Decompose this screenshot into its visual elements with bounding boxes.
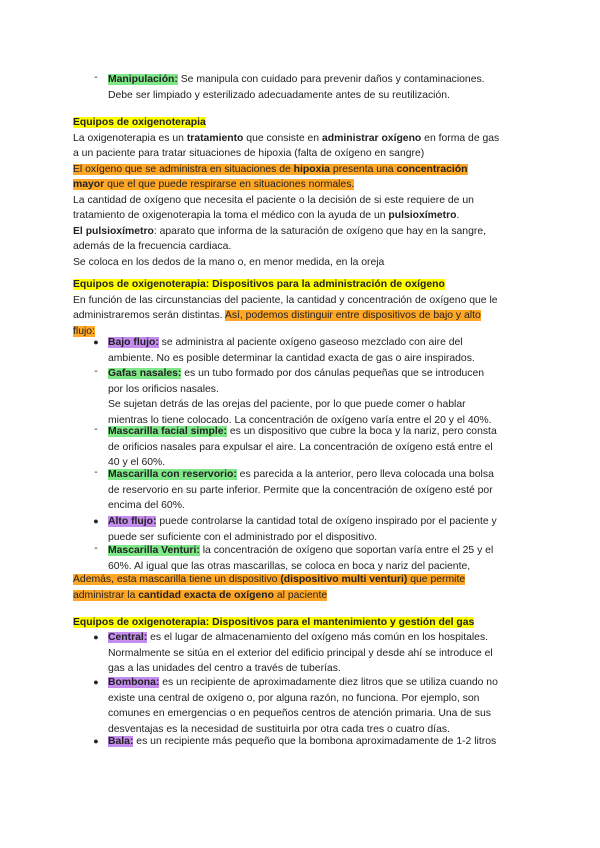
text: mientras lo tiene colocado. La concentración de oxígeno varía entre el 20 y el 40%. [108,414,492,426]
section-heading: Equipos de oxigenoterapia: Dispositivos para el mantenimiento y gestión del gas [73,617,475,628]
text: es un recipiente de aproximadamente diez litros que se utiliza cuando no [159,677,498,688]
text: administraremos serán distintas. [73,310,225,321]
text: al paciente [273,589,328,601]
text: desventajas es la necesidad de sustituirla por otra cada tres o cuatro días. [108,723,450,735]
text: administrar oxígeno [321,132,422,144]
dash-marker: - [94,424,98,435]
text: se administra al paciente oxígeno gaseoso mezclado con aire del [158,337,463,348]
text: pulsioxímetro [388,210,457,221]
term-mascarilla-reservorio: Mascarilla con reservorio: [108,469,237,480]
text: En función de las circunstancias del paciente, la cantidad y concentración de oxígeno que le [73,294,498,306]
term-gafas-nasales: Gafas nasales: [108,368,182,379]
text: ambiente. No es posible determinar la cantidad exacta de gas o aire inspirados. [108,352,475,364]
text: que permite [407,574,466,585]
list-item-mascarilla-reservorio [108,467,528,514]
text: en forma de gas [421,132,500,144]
dash-marker: - [94,543,98,554]
text: la concentración de oxígeno que soportan varía entre el 25 y el [199,545,494,556]
text: La oxigenoterapia es un [73,132,187,144]
text: Se coloca en los dedos de la mano o, en menor medida, en la oreja [73,256,385,268]
list-item-mascarilla-venturi [108,543,528,574]
text: que el que puede respirarse en situaciones normales. [104,179,355,190]
section-heading: Equipos de oxigenoterapia: Dispositivos para la administración de oxígeno [73,279,445,290]
text: mayor [73,179,105,190]
list-item-alto-flujo [108,514,528,545]
term-central: Central: [108,632,148,643]
text: es un recipiente más pequeño que la bombona aproximadamente de 1-2 litros [133,736,497,747]
text: existe una central de oxígeno o, por alguna razón, no funciona. Por ejemplo, son [108,692,480,704]
section-dispositivos-administracion [73,277,533,339]
list-item-gafas-nasales [108,366,528,428]
dash-marker: - [94,467,98,478]
bullet-marker: ● [93,632,99,642]
bullet-marker: ● [93,337,99,347]
text: presenta una [330,163,397,175]
text: Se sujetan detrás de las orejas del paciente, por lo que puede comer o hablar [108,399,466,410]
list-item-bala [108,734,528,750]
text: 40 y el 60%. [108,457,166,468]
term-bajo-flujo: Bajo flujo: [108,337,159,348]
text: concentración [396,163,468,175]
term-mascarilla-venturi: Mascarilla Venturi: [108,545,200,556]
bullet-marker: ● [93,736,99,746]
text: Además, esta mascarilla tiene un dispositivo [73,574,281,585]
section-mantenimiento-gas [73,615,533,631]
text: : aparato que informa de la saturación de oxígeno que hay en la sangre, [153,225,486,237]
text: administrar la [73,589,139,601]
text: cantidad exacta de oxígeno [138,589,274,601]
venturi-note [73,572,533,603]
text: es un tubo formado por dos cánulas pequeñas que se introducen [181,368,485,379]
text: La cantidad de oxígeno que necesita el paciente o la decisión de si este requiere de un [73,194,474,206]
text: Normalmente se sitúa en el exterior del edificio principal y desde ahí se introduce el [108,647,493,659]
text: Se manipula con cuidado para prevenir daños y contaminaciones. [177,74,485,85]
text: tratamiento de oxigenoterapia la toma el médico con la ayuda de un [73,210,389,221]
text: flujo: [73,325,95,337]
text: 60%. Al igual que las otras mascarillas, se coloca en boca y nariz del paciente, [108,560,471,572]
text: (dispositivo multi venturi) [280,574,408,585]
text: El oxígeno que se administra en situaciones de [73,163,294,175]
text: hipoxia [293,163,331,175]
section-oxigenoterapia [73,115,533,270]
dash-marker: - [94,72,98,83]
term-bombona: Bombona: [108,677,160,688]
text: es un dispositivo que cubre la boca y la nariz, pero consta [226,426,497,437]
text: a un paciente para tratar situaciones de hipoxia (falta de oxígeno en sangre) [73,148,425,159]
bullet-marker: ● [93,677,99,687]
term-alto-flujo: Alto flujo: [108,516,157,527]
text: de orificios nasales para expulsar el aire. La concentración de oxígeno está entre el [108,441,493,453]
term-mascarilla-simple: Mascarilla facial simple: [108,426,227,437]
text: por los orificios nasales. [108,383,219,395]
list-item-bombona [108,675,528,737]
text: puede ser suficiente con el administrado por el dispositivo. [108,531,378,543]
text: Debe ser limpiado y esterilizado adecuadamente antes de su reutilización. [108,89,450,101]
list-item-bajo-flujo [108,335,528,366]
text: encima del 60%. [108,500,185,511]
term-manipulacion: Manipulación: [108,74,178,85]
text: además de la frecuencia cardiaca. [73,241,232,252]
text: Así, podemos distinguir entre dispositivos de bajo y alto [224,310,481,321]
text: de reservorio en su parte inferior. Permite que la concentración de oxígeno esté por [108,484,493,496]
text: puede controlarse la cantidad total de oxígeno inspirado por el paciente y [156,516,497,527]
text: que consiste en [243,132,322,144]
text: es el lugar de almacenamiento del oxígeno más común en los hospitales. [147,632,489,643]
list-item-central [108,630,528,677]
list-item-manipulacion [108,72,528,103]
text: El pulsioxímetro [73,225,154,237]
bullet-marker: ● [93,516,99,526]
list-item-mascarilla-simple [108,424,528,471]
text: . [456,210,460,221]
text: comunes en emergencias o en pequeños centros de atención primaria. Una de sus [108,708,491,719]
dash-marker: - [94,366,98,377]
term-bala: Bala: [108,736,134,747]
text: tratamiento [186,132,244,144]
text: es parecida a la anterior, pero lleva colocada una bolsa [236,469,494,480]
section-heading: Equipos de oxigenoterapia [73,117,206,128]
text: gas a las unidades del centro a través de tuberías. [108,663,341,674]
